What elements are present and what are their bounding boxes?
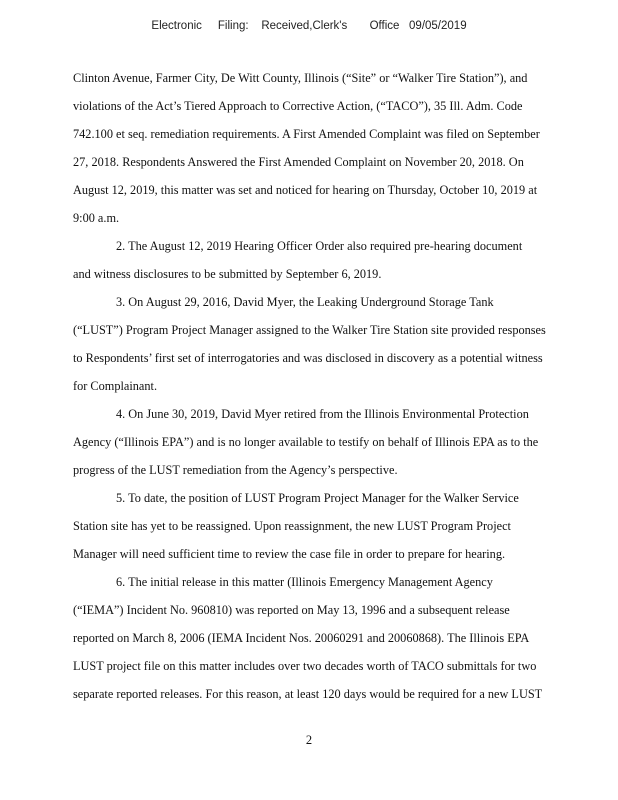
page-number: 2 <box>305 733 313 747</box>
body-line: 742.100 et seq. remediation requirements. A First Amended Complaint was filed on September <box>73 127 540 141</box>
body-line: Agency (“Illinois EPA”) and is no longer available to testify on behalf of Illinois EPA as to the <box>73 435 539 449</box>
paragraph-5-start: 5. To date, the position of LUST Program Project Manager for the Walker Service <box>116 491 519 505</box>
body-line: and witness disclosures to be submitted by September 6, 2019. <box>73 267 382 281</box>
paragraph-3-start: 3. On August 29, 2016, David Myer, the Leaking Underground Storage Tank <box>116 295 494 309</box>
body-line: (“IEMA”) Incident No. 960810) was reported on May 13, 1996 and a subsequent release <box>73 603 510 617</box>
body-line: 27, 2018. Respondents Answered the First Amended Complaint on November 20, 2018. On <box>73 155 524 169</box>
paragraph-6-start: 6. The initial release in this matter (Illinois Emergency Management Agency <box>116 575 493 589</box>
body-line: for Complainant. <box>73 379 158 393</box>
paragraph-2-start: 2. The August 12, 2019 Hearing Officer Order also required pre-hearing document <box>116 239 523 253</box>
body-line: separate reported releases. For this reason, at least 120 days would be required for a new LUST <box>73 687 543 701</box>
body-line: reported on March 8, 2006 (IEMA Incident Nos. 20060291 and 20060868). The Illinois EPA <box>73 631 530 645</box>
body-line: August 12, 2019, this matter was set and noticed for hearing on Thursday, October 10, 2019 at <box>73 183 538 197</box>
body-line: 9:00 a.m. <box>73 211 120 225</box>
document-body <box>73 70 593 714</box>
body-line: LUST project file on this matter includes over two decades worth of TACO submittals for two <box>73 659 537 673</box>
paragraph-4-start: 4. On June 30, 2019, David Myer retired from the Illinois Environmental Protection <box>116 407 529 421</box>
body-line: Station site has yet to be reassigned. Upon reassignment, the new LUST Program Project <box>73 519 511 533</box>
electronic-filing-stamp: Electronic Filing: Received,Clerk's Office 09/05/2019 <box>151 20 467 32</box>
body-line: violations of the Act’s Tiered Approach to Corrective Action, (“TACO”), 35 Ill. Adm. Code <box>73 99 523 113</box>
body-line: (“LUST”) Program Project Manager assigned to the Walker Tire Station site provided responses <box>73 323 546 337</box>
body-line: Clinton Avenue, Farmer City, De Witt County, Illinois (“Site” or “Walker Tire Station”), and <box>73 71 528 85</box>
body-line: to Respondents’ first set of interrogatories and was disclosed in discovery as a potential witness <box>73 351 543 365</box>
body-line: progress of the LUST remediation from the Agency’s perspective. <box>73 463 398 477</box>
body-line: Manager will need sufficient time to review the case file in order to prepare for hearing. <box>73 547 506 561</box>
